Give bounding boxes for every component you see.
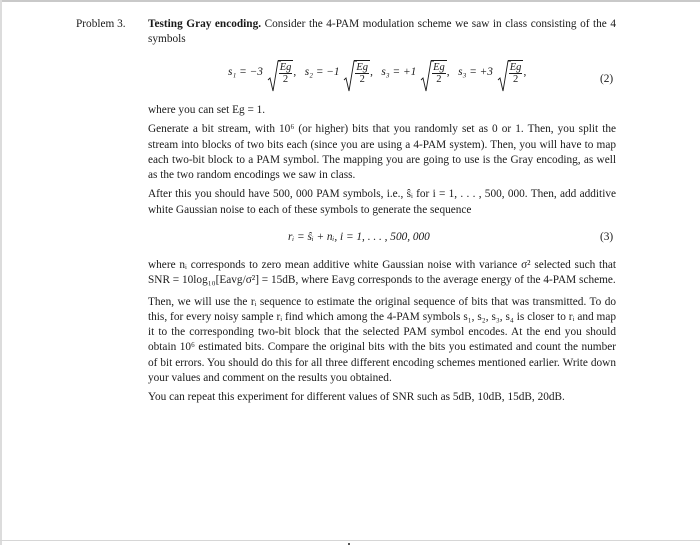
sqrt-term <box>267 60 297 85</box>
page-bottom-border <box>0 540 700 541</box>
symbol-separator: , <box>293 66 297 79</box>
page-left-border <box>0 0 2 545</box>
text-body-2 <box>148 258 616 406</box>
text-body-1 <box>148 103 616 218</box>
equation-number-3: (3) <box>600 231 614 243</box>
symbol-lhs: s₃ = +3 <box>458 66 493 79</box>
symbols-equation <box>228 60 526 85</box>
noise-equation: rᵢ = ŝᵢ + nᵢ, i = 1, . . . , 500, 000 <box>288 231 430 243</box>
symbol-lhs: s₂ = −1 <box>304 66 340 79</box>
fraction-denominator: 2 <box>359 74 365 85</box>
equation-number-2: (2) <box>600 73 614 85</box>
fraction-denominator: 2 <box>436 74 442 85</box>
fraction-numerator: Eg <box>433 62 445 73</box>
fraction-numerator: Eg <box>509 62 522 73</box>
symbol-lhs: s₃ = +1 <box>381 66 417 79</box>
paragraph-generate: Generate a bit stream, with 10⁶ (or higher) bits that you randomly set as 0 or 1. Then, you split the stream into blocks of two bits each (since you are using a 4-PAM system). Then, you will have to map each two-bit block to a PAM symbol. The mapping you are going to use is the Gray encoding, as well as the two random encodings we saw in class. <box>148 123 616 182</box>
paragraph-after: After this you should have 500, 000 PAM symbols, i.e., ŝᵢ for i = 1, . . . , 500, 000. Then, add additive white Gaussian noise to each of these symbols to generate the sequence <box>148 188 616 216</box>
fraction-denominator: 2 <box>512 74 519 85</box>
symbol-lhs: s₁ = −3 <box>228 66 263 79</box>
paragraph-where-n: where nᵢ corresponds to zero mean additive white Gaussian noise with variance σ² selected such that SNR = 10log₁₀[Eavg/σ²] = 15dB, where Eavg corresponds to the average energy of the 4-PAM scheme. <box>148 259 616 287</box>
symbol-separator: , <box>370 66 373 79</box>
sqrt-sign-icon <box>420 60 434 94</box>
sqrt-term <box>420 60 447 85</box>
sqrt-term <box>343 60 370 85</box>
sqrt-sign-icon <box>497 60 511 94</box>
fraction-numerator: Eg <box>279 62 292 73</box>
symbol-separator: , <box>523 66 527 79</box>
paragraph-set-eg: where you can set Eg = 1. <box>148 104 266 116</box>
problem-intro: Consider the 4-PAM modulation scheme we saw in class consisting of the 4 symbols <box>148 18 617 46</box>
fraction-denominator: 2 <box>282 74 289 85</box>
sqrt-sign-icon <box>343 60 357 94</box>
fraction-numerator: Eg <box>356 62 369 73</box>
paragraph-then: Then, we will use the rᵢ sequence to estimate the original sequence of bits that was transmitted. To do this, for every noisy sample rᵢ find which among the 4-PAM symbols s₁, s₂, s₃, s₄ is closer to rᵢ and map it to the corresponding two-bit block that the selected PAM symbol encodes. At the end you should obtain 10⁶ estimated bits. Compare the original bits with the bits you estimated and count the number of bit errors. You should do this for all three different encoding schemes mentioned earlier. Write down your values and comment on the results you obtained. <box>148 295 616 385</box>
sqrt-term <box>497 60 527 85</box>
symbol-separator: , <box>446 66 450 79</box>
paragraph-repeat: You can repeat this experiment for different values of SNR such as 5dB, 10dB, 15dB, 20dB. <box>148 391 565 404</box>
sqrt-sign-icon <box>267 60 281 94</box>
problem-title: Testing Gray encoding. <box>148 18 262 30</box>
problem-header <box>148 17 616 48</box>
page-top-border <box>0 0 700 2</box>
problem-label: Problem 3. <box>76 18 126 30</box>
